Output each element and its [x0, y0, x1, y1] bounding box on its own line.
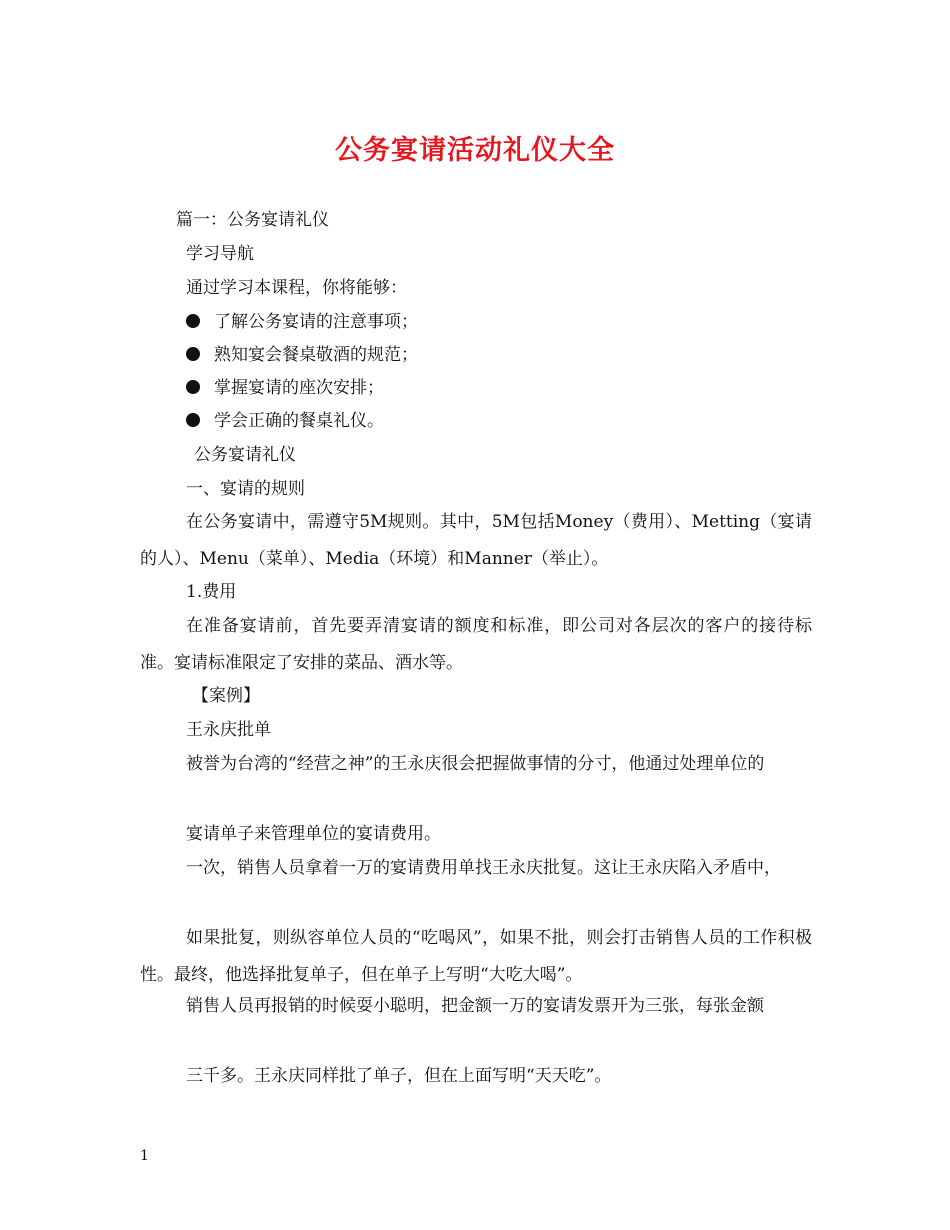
bullet-dot-icon [186, 314, 200, 328]
study-nav-heading: 学习导航 [186, 244, 254, 264]
bullet-dot-icon [186, 347, 200, 361]
case-paragraph: 如果批复，则纵容单位人员的“吃喝风”，如果不批，则会打击销售人员的工作积极性。最终，他选择批复单子，但在单子上写明“大吃大喝”。 [140, 928, 812, 985]
case-paragraph: 销售人员再报销的时候耍小聪明，把金额一万的宴请发票开为三张，每张金额 [186, 996, 764, 1016]
intro-text: 通过学习本课程，你将能够： [186, 278, 407, 298]
bullet-dot-icon [186, 413, 200, 427]
document-title: 公务宴请活动礼仪大全 [335, 135, 615, 166]
case-paragraph: 一次，销售人员拿着一万的宴请费用单找王永庆批复。这让王永庆陷入矛盾中， [186, 858, 781, 878]
paragraph-fee: 在准备宴请前，首先要弄清宴请的额度和标准，即公司对各层次的客户的接待标准。宴请标准限定了安排的菜品、酒水等。 [140, 616, 812, 673]
rule-heading: 一、宴请的规则 [186, 479, 305, 499]
objective-item [186, 409, 384, 433]
objective-text: 熟知宴会餐桌敬酒的规范； [214, 345, 418, 365]
objective-text: 学会正确的餐桌礼仪。 [214, 411, 384, 431]
objective-item [186, 376, 384, 400]
subheading-fee: 1.费用 [186, 582, 237, 602]
bullet-dot-icon [186, 380, 200, 394]
case-paragraph: 被誉为台湾的“经营之神”的王永庆很会把握做事情的分寸，他通过处理单位的 [186, 754, 765, 774]
case-paragraph: 宴请单子来管理单位的宴请费用。 [186, 824, 441, 844]
case-title: 王永庆批单 [186, 720, 271, 740]
case-label: 【案例】 [192, 686, 260, 706]
section-title: 公务宴请礼仪 [194, 445, 296, 465]
objective-item [186, 310, 418, 334]
page-number: 1 [140, 1148, 149, 1164]
chapter-heading: 篇一：公务宴请礼仪 [176, 210, 329, 230]
paragraph-5m-rule: 在公务宴请中，需遵守5M规则。其中，5M包括Money（费用）、Metting（宴请的人）、Menu（菜单）、Media（环境）和Manner（举止）。 [140, 512, 812, 569]
objective-text: 了解公务宴请的注意事项； [214, 312, 418, 332]
case-paragraph: 三千多。王永庆同样批了单子，但在上面写明“天天吃”。 [186, 1066, 612, 1086]
objective-text: 掌握宴请的座次安排； [214, 378, 384, 398]
objective-item [186, 343, 418, 367]
